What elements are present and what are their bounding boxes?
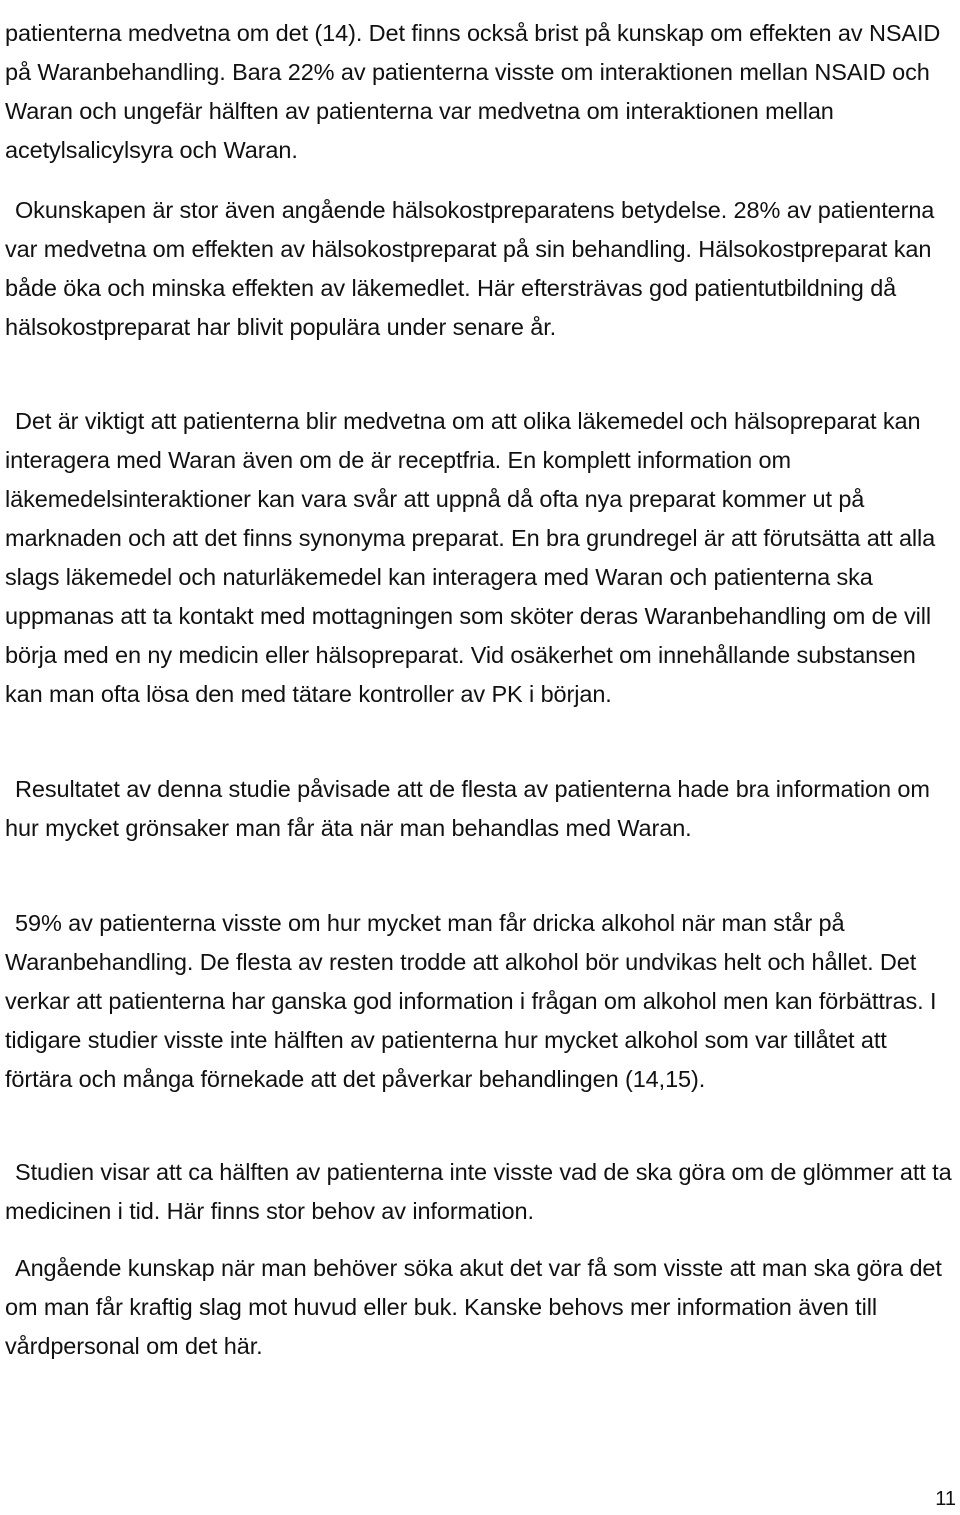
paragraph-health-products: Okunskapen är stor även angående hälsokostpreparatens betydelse. 28% av patienterna var medvetna om effekten av hälsokostpreparat på sin behandling. Hälsokostpreparat kan både öka och minska effekten av läkemedlet. Här eftersträvas god patientutbildning då hälsokostpreparat har blivit populära under senare år. [5, 196, 935, 340]
continuation-paragraph: patienterna medvetna om det (14). Det finns också brist på kunskap om effekten av NSAID på Waranbehandling. Bara 22% av patienterna visste om interaktionen mellan NSAID och Waran och ungefär hälften av patienterna var medvetna om interaktionen mellan acetylsalicylsyra och Waran. [5, 19, 941, 163]
paragraph-acute-care: Angående kunskap när man behöver söka akut det var få som visste att man ska göra det om man får kraftig slag mot huvud eller buk. Kanske behovs mer information även till vårdpersonal om det här. [5, 1254, 942, 1359]
paragraph-missed-dose: Studien visar att ca hälften av patienterna inte visste vad de ska göra om de glömmer att ta medicinen i tid. Här finns stor behov av information. [5, 1158, 952, 1224]
paragraph-vegetables: Resultatet av denna studie påvisade att de flesta av patienterna hade bra information om hur mycket grönsaker man får äta när man behandlas med Waran. [5, 775, 930, 841]
paragraph-drug-interactions: Det är viktigt att patienterna blir medvetna om att olika läkemedel och hälsopreparat kan interagera med Waran även om de är receptfria. En komplett information om läkemedelsinteraktioner kan vara svår att uppnå då ofta nya preparat kommer ut på marknaden och att det finns synonyma preparat. En bra grundregel är att förutsätta att alla slags läkemedel och naturläkemedel kan interagera med Waran och patienterna ska uppmanas att ta kontakt med mottagningen som sköter deras Waranbehandling om de vill börja med en ny medicin eller hälsopreparat. Vid osäkerhet om innehållande substansen kan man ofta lösa den med tätare kontroller av PK i början. [5, 407, 936, 707]
paragraph-alcohol: 59% av patienterna visste om hur mycket man får dricka alkohol när man står på Waranbehandling. De flesta av resten trodde att alkohol bör undvikas helt och hållet. Det verkar att patienterna har ganska god information i frågan om alkohol men kan förbättras. I tidigare studier visste inte hälften av patienterna hur mycket alkohol som var tillåtet att förtära och många förnekade att det påverkar behandlingen (14,15). [5, 909, 937, 1092]
page-number: 11 [935, 1488, 956, 1510]
